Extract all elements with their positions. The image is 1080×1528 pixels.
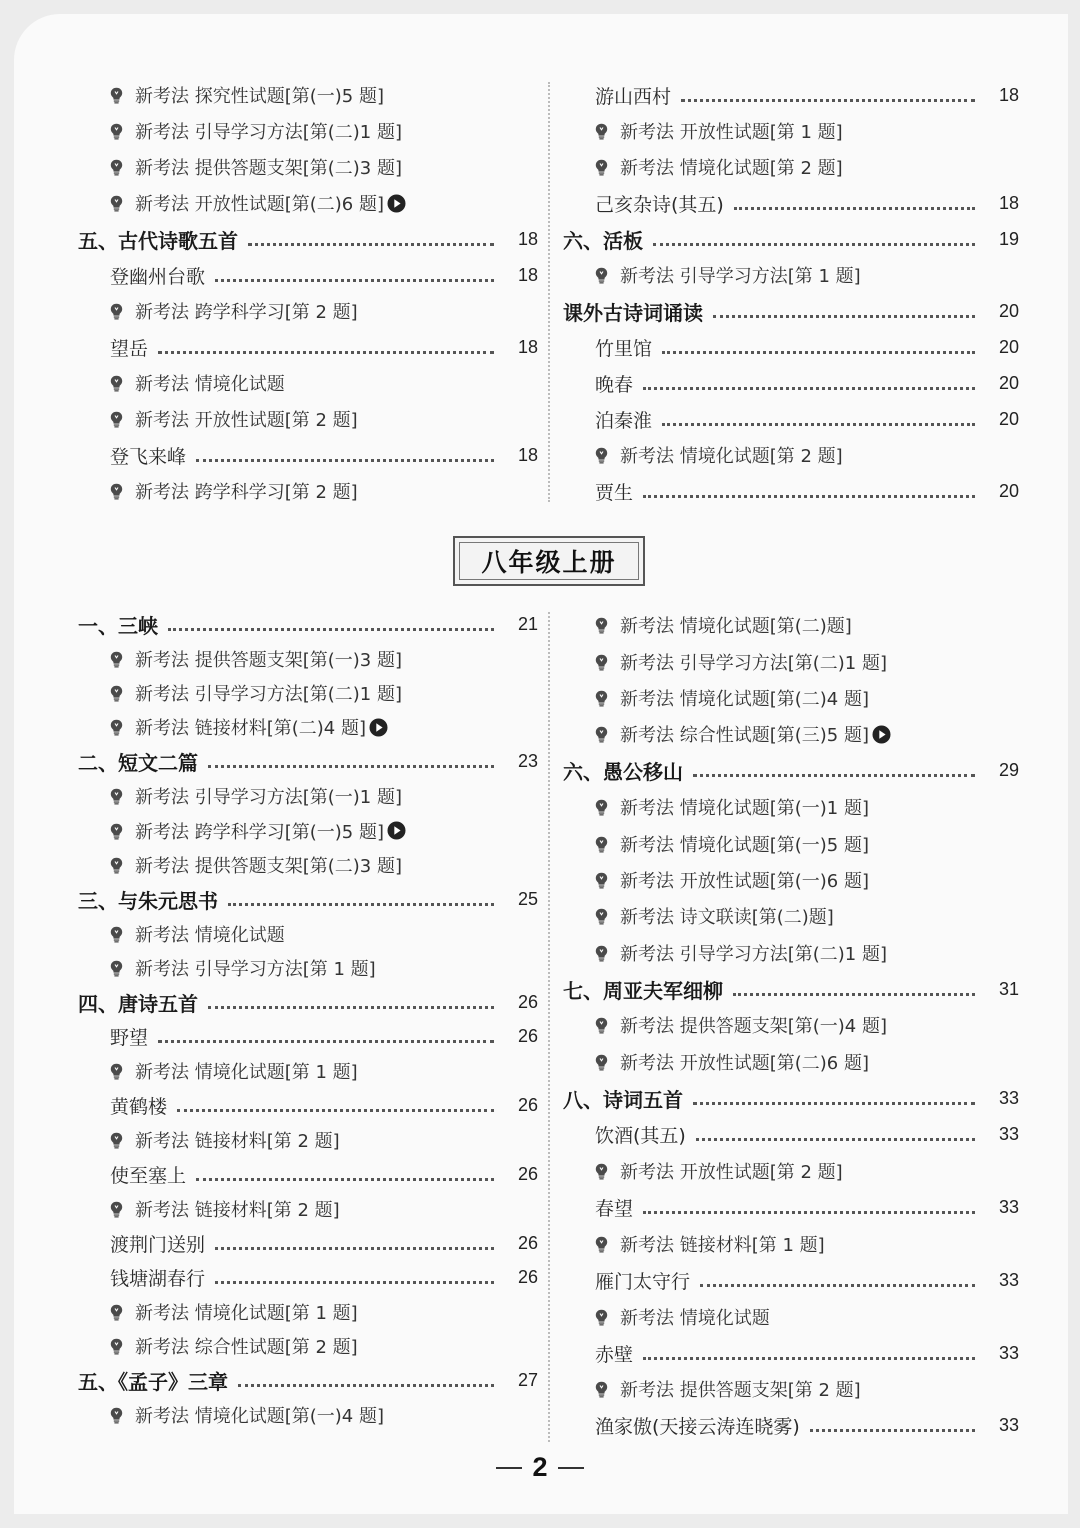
lightbulb-icon — [110, 303, 123, 319]
toc-entry-label: 渡荆门送别 — [110, 1233, 206, 1256]
toc-entry-label: 新考法 情境化试题[第(一)4 题] — [135, 1406, 384, 1428]
column-divider-top — [548, 82, 550, 502]
toc-poem-entry — [78, 1260, 538, 1294]
toc-exam-tag — [563, 1044, 1019, 1080]
lightbulb-icon — [110, 788, 123, 804]
dot-leader — [643, 1209, 975, 1214]
toc-page-number: 31 — [998, 978, 1019, 999]
lightbulb-icon — [110, 719, 123, 735]
toc-entry-label: 新考法 跨学科学习[第(一)5 题] — [135, 821, 384, 843]
lightbulb-icon — [110, 195, 123, 211]
lightbulb-icon — [110, 123, 123, 139]
lightbulb-icon — [595, 945, 608, 961]
toc-chapter-entry — [78, 882, 538, 916]
dot-leader — [215, 277, 494, 282]
toc-entry-label: 春望 — [595, 1197, 634, 1220]
toc-entry-label: 六、愚公移山 — [563, 760, 683, 785]
toc-entry-label: 新考法 情境化试题 — [135, 374, 285, 395]
toc-page-number: 18 — [998, 192, 1019, 213]
toc-poem-entry — [563, 401, 1019, 437]
toc-exam-tag — [563, 149, 1019, 185]
toc-page-number: 26 — [517, 1163, 538, 1184]
toc-column-bottom-left — [78, 607, 538, 1432]
lightbulb-icon — [595, 1017, 608, 1033]
toc-page-number: 20 — [998, 372, 1019, 393]
lightbulb-icon — [595, 1163, 608, 1179]
toc-entry-label: 新考法 开放性试题[第 1 题] — [620, 122, 843, 143]
lightbulb-icon — [110, 685, 123, 701]
toc-exam-tag — [78, 779, 538, 813]
toc-page-number: 26 — [517, 1095, 538, 1116]
toc-exam-tag — [563, 680, 1019, 716]
toc-exam-tag — [563, 716, 1019, 752]
toc-exam-tag — [78, 1192, 538, 1226]
toc-exam-tag — [78, 1295, 538, 1329]
dot-leader — [215, 1279, 494, 1284]
toc-entry-label: 新考法 引导学习方法[第(二)1 题] — [135, 683, 402, 705]
toc-exam-tag — [78, 848, 538, 882]
dot-leader — [713, 313, 975, 318]
toc-page-number: 18 — [998, 84, 1019, 105]
toc-page-number: 29 — [998, 760, 1019, 781]
toc-entry-label: 饮酒(其五) — [595, 1125, 686, 1148]
toc-entry-label: 五、《孟子》三章 — [78, 1370, 228, 1395]
toc-page-number: 33 — [998, 1269, 1019, 1290]
lightbulb-icon — [110, 960, 123, 976]
toc-exam-tag — [78, 1123, 538, 1157]
toc-page-number: 26 — [517, 1267, 538, 1288]
toc-chapter-entry — [563, 221, 1019, 257]
lightbulb-icon — [595, 267, 608, 283]
toc-entry-label: 竹里馆 — [595, 337, 653, 360]
toc-chapter-entry — [563, 1080, 1019, 1116]
toc-entry-label: 贾生 — [595, 481, 634, 504]
toc-entry-label: 新考法 提供答题支架[第 2 题] — [620, 1380, 861, 1402]
toc-poem-entry — [563, 185, 1019, 221]
dot-leader — [643, 385, 975, 390]
toc-page-number: 33 — [998, 1342, 1019, 1363]
toc-entry-label: 新考法 开放性试题[第(一)6 题] — [620, 870, 869, 892]
page-number-dash-right — [558, 1467, 584, 1469]
toc-exam-tag — [78, 149, 538, 185]
toc-poem-entry — [78, 329, 538, 365]
toc-exam-tag — [78, 473, 538, 509]
toc-entry-label: 四、唐诗五首 — [78, 991, 198, 1016]
toc-entry-label: 二、短文二篇 — [78, 751, 198, 776]
toc-entry-label: 登飞来峰 — [110, 445, 187, 468]
play-video-icon[interactable] — [369, 718, 388, 737]
toc-entry-label: 新考法 引导学习方法[第(二)1 题] — [135, 122, 402, 143]
toc-exam-tag — [78, 401, 538, 437]
lightbulb-icon — [110, 823, 123, 839]
toc-poem-entry — [563, 1189, 1019, 1225]
dot-leader — [653, 241, 975, 246]
toc-exam-tag — [78, 710, 538, 744]
toc-entry-label: 新考法 引导学习方法[第 1 题] — [620, 266, 861, 287]
lightbulb-icon — [595, 617, 608, 633]
lightbulb-icon — [595, 447, 608, 463]
toc-poem-entry — [78, 437, 538, 473]
toc-exam-tag — [563, 113, 1019, 149]
toc-exam-tag — [563, 1226, 1019, 1262]
toc-exam-tag — [563, 1371, 1019, 1407]
toc-exam-tag — [78, 676, 538, 710]
toc-exam-tag — [563, 437, 1019, 473]
toc-page-number: 33 — [998, 1087, 1019, 1108]
toc-page-number: 19 — [998, 228, 1019, 249]
toc-poem-entry — [78, 257, 538, 293]
toc-page-number: 33 — [998, 1124, 1019, 1145]
dot-leader — [208, 763, 494, 768]
page-number-value: 2 — [532, 1452, 548, 1482]
dot-leader — [208, 1004, 494, 1009]
dot-leader — [228, 901, 494, 906]
lightbulb-icon — [110, 651, 123, 667]
toc-entry-label: 新考法 情境化试题[第 1 题] — [135, 1303, 358, 1324]
play-video-icon[interactable] — [387, 194, 406, 213]
dot-leader — [196, 457, 494, 462]
toc-exam-tag — [78, 917, 538, 951]
toc-entry-label: 赤壁 — [595, 1343, 634, 1366]
dot-leader — [681, 97, 975, 102]
toc-entry-label: 新考法 提供答题支架[第(二)3 题] — [135, 855, 402, 877]
dot-leader — [158, 1038, 494, 1043]
lightbulb-icon — [595, 690, 608, 706]
toc-entry-label: 己亥杂诗(其五) — [595, 193, 724, 216]
toc-entry-label: 新考法 链接材料[第 2 题] — [135, 1131, 340, 1153]
toc-entry-label: 新考法 引导学习方法[第(一)1 题] — [135, 787, 402, 809]
lightbulb-icon — [595, 726, 608, 742]
toc-entry-label: 新考法 链接材料[第 2 题] — [135, 1199, 340, 1221]
lightbulb-icon — [110, 411, 123, 427]
toc-poem-entry — [563, 365, 1019, 401]
toc-exam-tag — [563, 862, 1019, 898]
lightbulb-icon — [595, 654, 608, 670]
dot-leader — [734, 205, 975, 210]
dot-leader — [196, 1176, 494, 1181]
toc-entry-label: 使至塞上 — [110, 1164, 187, 1187]
toc-entry-label: 新考法 探究性试题[第(一)5 题] — [135, 86, 384, 107]
toc-exam-tag — [78, 365, 538, 401]
toc-entry-label: 八、诗词五首 — [563, 1087, 683, 1112]
toc-entry-label: 新考法 跨学科学习[第 2 题] — [135, 302, 358, 323]
toc-entry-label: 新考法 情境化试题 — [620, 1307, 770, 1329]
toc-entry-label: 新考法 开放性试题[第 2 题] — [135, 410, 358, 431]
toc-entry-label: 野望 — [110, 1027, 149, 1050]
play-video-icon[interactable] — [872, 725, 891, 744]
toc-chapter-entry — [563, 971, 1019, 1007]
toc-exam-tag — [78, 1329, 538, 1363]
toc-exam-tag — [563, 1153, 1019, 1189]
toc-entry-label: 新考法 引导学习方法[第(二)1 题] — [620, 652, 887, 674]
toc-page-number: 18 — [517, 444, 538, 465]
toc-entry-label: 新考法 提供答题支架[第(一)4 题] — [620, 1016, 887, 1038]
toc-exam-tag — [563, 257, 1019, 293]
toc-entry-label: 新考法 诗文联读[第(二)题] — [620, 907, 834, 929]
toc-entry-label: 七、周亚夫军细柳 — [563, 978, 723, 1003]
toc-exam-tag — [78, 293, 538, 329]
toc-entry-label: 晚春 — [595, 373, 634, 396]
toc-column-bottom-right — [563, 607, 1019, 1444]
toc-entry-label: 雁门太守行 — [595, 1270, 691, 1293]
toc-entry-label: 钱塘湖春行 — [110, 1268, 206, 1291]
toc-column-top-left — [78, 77, 538, 509]
play-video-icon[interactable] — [387, 821, 406, 840]
toc-exam-tag — [78, 813, 538, 847]
toc-entry-label: 游山西村 — [595, 85, 672, 108]
toc-page-number: 20 — [998, 300, 1019, 321]
lightbulb-icon — [110, 926, 123, 942]
toc-entry-label: 六、活板 — [563, 228, 643, 253]
toc-chapter-entry — [78, 607, 538, 641]
dot-leader — [177, 1107, 494, 1112]
dot-leader — [810, 1427, 975, 1432]
toc-entry-label: 新考法 情境化试题[第(一)1 题] — [620, 798, 869, 820]
toc-entry-label: 望岳 — [110, 337, 149, 360]
toc-page-number: 18 — [517, 228, 538, 249]
dot-leader — [693, 772, 975, 777]
toc-chapter-entry — [78, 1364, 538, 1398]
toc-entry-label: 新考法 情境化试题[第(二)4 题] — [620, 688, 869, 710]
dot-leader — [643, 493, 975, 498]
toc-page-number: 26 — [517, 991, 538, 1012]
lightbulb-icon — [595, 1309, 608, 1325]
toc-page-number: 20 — [998, 480, 1019, 501]
lightbulb-icon — [110, 87, 123, 103]
toc-exam-tag — [78, 77, 538, 113]
toc-exam-tag — [563, 898, 1019, 934]
lightbulb-icon — [110, 1407, 123, 1423]
toc-exam-tag — [563, 789, 1019, 825]
toc-exam-tag — [78, 951, 538, 985]
toc-poem-entry — [563, 77, 1019, 113]
dot-leader — [662, 421, 975, 426]
toc-entry-label: 新考法 链接材料[第(二)4 题] — [135, 718, 366, 740]
toc-entry-label: 新考法 引导学习方法[第(二)1 题] — [620, 943, 887, 965]
toc-entry-label: 渔家傲(天接云涛连晓雾) — [595, 1416, 800, 1439]
toc-poem-entry — [78, 1157, 538, 1191]
toc-entry-label: 三、与朱元思书 — [78, 888, 218, 913]
toc-entry-label: 新考法 情境化试题 — [135, 924, 285, 946]
toc-poem-entry — [563, 1335, 1019, 1371]
toc-page-number: 20 — [998, 336, 1019, 357]
toc-page-number: 27 — [517, 1370, 538, 1391]
toc-poem-entry — [78, 1020, 538, 1054]
toc-entry-label: 五、古代诗歌五首 — [78, 228, 238, 253]
toc-poem-entry — [563, 329, 1019, 365]
toc-entry-label: 新考法 综合性试题[第(三)5 题] — [620, 725, 869, 747]
toc-page-number: 21 — [517, 613, 538, 634]
toc-page-number: 18 — [517, 336, 538, 357]
dot-leader — [700, 1282, 975, 1287]
toc-poem-entry — [563, 1408, 1019, 1444]
toc-chapter-entry — [563, 753, 1019, 789]
toc-poem-entry — [563, 1262, 1019, 1298]
toc-page-number: 33 — [998, 1415, 1019, 1436]
toc-entry-label: 新考法 跨学科学习[第 2 题] — [135, 482, 358, 503]
column-divider-bottom — [548, 612, 550, 1442]
toc-page-number: 20 — [998, 408, 1019, 429]
toc-entry-label: 新考法 引导学习方法[第 1 题] — [135, 959, 376, 981]
dot-leader — [643, 1355, 975, 1360]
toc-entry-label: 新考法 链接材料[第 1 题] — [620, 1234, 825, 1256]
toc-entry-label: 新考法 提供答题支架[第(一)3 题] — [135, 649, 402, 671]
toc-entry-label: 新考法 情境化试题[第 2 题] — [620, 158, 843, 179]
toc-exam-tag — [563, 607, 1019, 643]
toc-exam-tag — [563, 935, 1019, 971]
toc-page-number: 26 — [517, 1232, 538, 1253]
dot-leader — [662, 349, 975, 354]
lightbulb-icon — [110, 483, 123, 499]
toc-entry-label: 新考法 情境化试题[第 1 题] — [135, 1062, 358, 1084]
lightbulb-icon — [595, 872, 608, 888]
toc-chapter-entry — [78, 221, 538, 257]
section-title: 八年级上册 — [453, 536, 645, 586]
dot-leader — [733, 991, 975, 996]
toc-exam-tag — [78, 1054, 538, 1088]
toc-entry-label: 新考法 情境化试题[第 2 题] — [620, 446, 843, 467]
toc-exam-tag — [563, 643, 1019, 679]
lightbulb-icon — [595, 1236, 608, 1252]
toc-exam-tag — [563, 1007, 1019, 1043]
page-number-dash-left — [496, 1467, 522, 1469]
dot-leader — [248, 241, 494, 246]
toc-entry-label: 新考法 综合性试题[第 2 题] — [135, 1337, 358, 1359]
toc-column-top-right — [563, 77, 1019, 509]
lightbulb-icon — [110, 1132, 123, 1148]
dot-leader — [168, 626, 494, 631]
toc-entry-label: 一、三峡 — [78, 613, 158, 638]
toc-entry-label: 新考法 提供答题支架[第(二)3 题] — [135, 158, 402, 179]
toc-entry-label: 新考法 开放性试题[第(二)6 题] — [135, 194, 384, 215]
lightbulb-icon — [595, 159, 608, 175]
toc-exam-tag — [563, 1298, 1019, 1334]
toc-entry-label: 新考法 情境化试题[第(一)5 题] — [620, 834, 869, 856]
lightbulb-icon — [595, 836, 608, 852]
dot-leader — [215, 1245, 494, 1250]
lightbulb-icon — [110, 1304, 123, 1320]
dot-leader — [238, 1382, 494, 1387]
dot-leader — [693, 1100, 975, 1105]
lightbulb-icon — [110, 857, 123, 873]
toc-page-number: 33 — [998, 1196, 1019, 1217]
toc-exam-tag — [563, 825, 1019, 861]
toc-page-number: 23 — [517, 751, 538, 772]
toc-poem-entry — [563, 1116, 1019, 1152]
toc-exam-tag — [78, 113, 538, 149]
lightbulb-icon — [595, 1381, 608, 1397]
toc-entry-label: 泊秦淮 — [595, 409, 653, 432]
toc-entry-label: 新考法 开放性试题[第 2 题] — [620, 1162, 843, 1184]
toc-chapter-entry — [78, 985, 538, 1019]
lightbulb-icon — [110, 375, 123, 391]
lightbulb-icon — [595, 908, 608, 924]
lightbulb-icon — [110, 1063, 123, 1079]
toc-entry-label: 课外古诗词诵读 — [563, 300, 703, 325]
dot-leader — [158, 349, 494, 354]
toc-entry-label: 新考法 开放性试题[第(二)6 题] — [620, 1052, 869, 1074]
toc-entry-label: 黄鹤楼 — [110, 1096, 168, 1119]
toc-exam-tag — [78, 1398, 538, 1432]
toc-poem-entry — [78, 1088, 538, 1122]
toc-page-number: 26 — [517, 1026, 538, 1047]
toc-entry-label: 登幽州台歌 — [110, 265, 206, 288]
lightbulb-icon — [110, 159, 123, 175]
lightbulb-icon — [595, 1054, 608, 1070]
toc-page-number: 25 — [517, 888, 538, 909]
toc-poem-entry — [78, 1226, 538, 1260]
toc-page-number: 18 — [517, 264, 538, 285]
toc-exam-tag — [78, 185, 538, 221]
toc-chapter-entry — [563, 293, 1019, 329]
toc-poem-entry — [563, 473, 1019, 509]
lightbulb-icon — [595, 123, 608, 139]
page-number — [0, 1452, 1080, 1483]
toc-entry-label: 新考法 情境化试题[第(二)题] — [620, 616, 852, 638]
dot-leader — [696, 1136, 975, 1141]
toc-chapter-entry — [78, 745, 538, 779]
lightbulb-icon — [110, 1201, 123, 1217]
lightbulb-icon — [110, 1338, 123, 1354]
toc-exam-tag — [78, 641, 538, 675]
lightbulb-icon — [595, 799, 608, 815]
